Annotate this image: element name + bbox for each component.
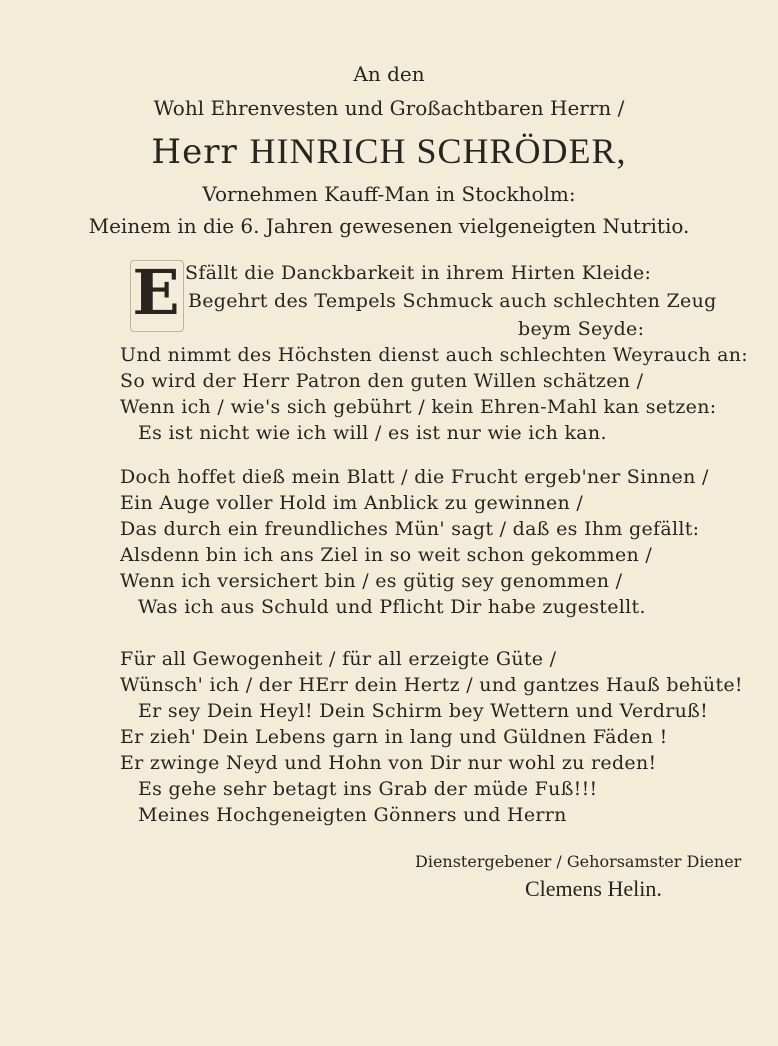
poem-line: Ein Auge voller Hold im Anblick zu gewinnen / (120, 492, 584, 514)
poem-line: So wird der Herr Patron den guten Willen schätzen / (120, 370, 644, 392)
poem-line: Alsdenn bin ich ans Ziel in so weit schon gekommen / (120, 544, 653, 566)
poem-line: Er zwinge Neyd und Hohn von Dir nur wohl zu reden! (120, 752, 657, 774)
signature-label: Dienstergebener / Gehorsamster Diener (415, 852, 742, 871)
poem-line: Es ist nicht wie ich will / es ist nur wie ich kan. (138, 422, 607, 444)
recipient-name (0, 130, 778, 172)
poem-line: Er zieh' Dein Lebens garn in lang und Güldnen Fäden ! (120, 726, 668, 748)
poem-line: Das durch ein freundliches Mün' sagt / daß es Ihm gefällt: (120, 518, 700, 540)
title-line: Wohl Ehrenvesten und Großachtbaren Herrn / (153, 96, 625, 120)
poem-line: Wünsch' ich / der HErr dein Hertz / und gantzes Hauß behüte! (120, 674, 743, 696)
poem-line: Sfällt die Danckbarkeit in ihrem Hirten Kleide: (185, 262, 652, 284)
poem-line: Er sey Dein Heyl! Dein Schirm bey Wettern und Verdruß! (138, 700, 709, 722)
closing-line: Meines Hochgeneigten Gönners und Herrn (138, 804, 567, 826)
poem-line: beym Seyde: (518, 318, 645, 340)
poem-line: Es gehe sehr betagt ins Grab der müde Fuß!!! (138, 778, 598, 800)
dedication: Meinem in die 6. Jahren gewesenen vielgeneigten Nutritio. (88, 214, 690, 238)
name-prefix: Herr (151, 132, 238, 172)
name-main: HINRICH SCHRÖDER, (249, 131, 627, 171)
salutation: An den (353, 62, 425, 86)
occupation: Vornehmen Kauff-Man in Stockholm: (202, 182, 576, 206)
drop-cap: E (132, 256, 180, 329)
poem-line: Für all Gewogenheit / für all erzeigte Güte / (120, 648, 557, 670)
poem-line: Wenn ich versichert bin / es gütig sey genommen / (120, 570, 623, 592)
poem-line: Und nimmt des Höchsten dienst auch schlechten Weyrauch an: (120, 344, 748, 366)
poem-line: Begehrt des Tempels Schmuck auch schlechten Zeug (188, 290, 717, 312)
poem-line: Doch hoffet dieß mein Blatt / die Frucht ergeb'ner Sinnen / (120, 466, 709, 488)
signature-name: Clemens Helin. (525, 876, 662, 901)
poem-line: Wenn ich / wie's sich gebührt / kein Ehren-Mahl kan setzen: (120, 396, 717, 418)
poem-line: Was ich aus Schuld und Pflicht Dir habe zugestellt. (138, 596, 646, 618)
